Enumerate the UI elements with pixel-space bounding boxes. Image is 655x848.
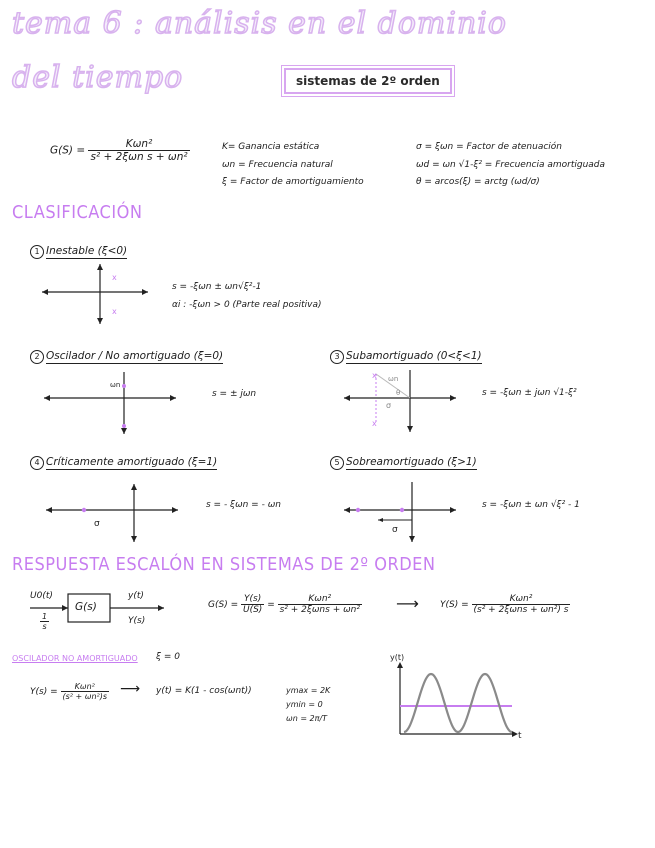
oscillator-ys: [30, 682, 109, 701]
transfer-function: [50, 138, 190, 163]
class-4-title: [30, 456, 217, 470]
input-den: s: [42, 622, 47, 631]
gs-den: s² + 2ξωns + ωn²: [279, 605, 360, 615]
page-title-line2: del tiempo: [12, 60, 184, 95]
class-3-plane: [340, 368, 460, 434]
input-num: 1: [42, 612, 48, 621]
input-laplace: [40, 612, 49, 631]
class-2-number: 2: [30, 350, 44, 364]
arrow-icon: ⟶: [120, 681, 141, 697]
block-label: G(s): [75, 601, 97, 613]
class-3-label: Subamortiguado (0<ξ<1): [346, 350, 482, 362]
plot-xlabel: t: [518, 731, 522, 741]
class-4-plane: [42, 482, 182, 544]
osc-ys-lhs: Y(s) =: [30, 687, 58, 697]
class-1-eq2: αi : -ξωn > 0 (Parte real positiva): [172, 300, 322, 310]
gs-lhs: G(S) =: [208, 600, 239, 610]
gs-response: G(S) = $\frac{Y(s)}{U(S)}$ = $\frac{\text{Kωn²}}{\text{s² + 2ξωns + ωn²}}$: [208, 594, 360, 615]
ratio-num: Y(s): [241, 594, 264, 605]
class-3-number: 3: [330, 350, 344, 364]
arrow-icon: ⟶: [396, 594, 419, 613]
class-5-eq: s = -ξωn ± ωn √ξ² - 1: [482, 500, 580, 510]
class-2-plane: [40, 370, 180, 436]
tf-lhs: G(S) =: [50, 144, 86, 157]
class-1-plane: [40, 262, 150, 326]
class-4-sigma-label: σ: [94, 519, 100, 529]
pole-marker: x: [372, 371, 377, 380]
pole-marker: x: [372, 419, 377, 428]
class-2-label: Oscilador / No amortiguado (ξ=0): [46, 350, 224, 362]
tf-num: Kωn²: [88, 138, 189, 151]
ys-lhs: Y(S) =: [440, 600, 469, 610]
class-3-theta-label: θ: [396, 389, 401, 397]
double-pole: [82, 508, 86, 512]
class-4-number: 4: [30, 456, 44, 470]
response-heading: RESPUESTA ESCALÓN EN SISTEMAS DE 2º ORDEN: [12, 554, 436, 575]
input-label: U0(t): [30, 591, 53, 601]
class-5-label: Sobreamortiguado (ξ>1): [346, 456, 477, 468]
oscillator-yt: y(t) = K(1 - cos(ωnt)): [156, 686, 252, 696]
class-1-eq1: s = -ξωn ± ωn√ξ²-1: [172, 282, 262, 292]
osc-ys-den: (s² + ωn²)s: [62, 692, 108, 701]
plot-ylabel: y(t): [390, 653, 405, 662]
tf-den: s² + 2ξωn s + ωn²: [90, 151, 188, 163]
class-3-title: [330, 350, 482, 364]
oscillator-plot: [390, 652, 530, 744]
class-1-number: 1: [30, 245, 44, 259]
def-sigma: σ = ξωn = Factor de atenuación: [416, 142, 562, 152]
class-2-eq: s = ± jωn: [212, 389, 257, 399]
page-title: tema 6 : análisis en el dominio: [12, 6, 507, 41]
ratio-den: U(S): [243, 605, 263, 615]
class-1-title: [30, 245, 127, 259]
pole-marker: x: [112, 307, 117, 316]
output-label: y(t): [128, 591, 144, 601]
class-4-eq: s = - ξωn = - ωn: [206, 500, 281, 510]
class-3-sigma-label: σ: [386, 401, 392, 410]
oscillator-wn: ωn = 2π/T: [286, 714, 328, 723]
class-5-sigma-label: σ: [392, 525, 398, 535]
class-3-wn-label: ωn: [388, 375, 399, 383]
cosine-response-curve: [404, 674, 512, 732]
def-wn: ωn = Frecuencia natural: [222, 160, 333, 170]
ys-den: (s² + 2ξωns + ωn²) s: [473, 605, 569, 615]
oscillator-ymin: ymin = 0: [286, 700, 323, 709]
ys-num: Kωn²: [472, 594, 571, 605]
class-5-number: 5: [330, 456, 344, 470]
class-1-label: Inestable (ξ<0): [46, 245, 128, 257]
tf-fraction: [88, 138, 189, 163]
pole-1: [356, 508, 360, 512]
class-2-title: [30, 350, 223, 364]
gs-num: Kωn²: [278, 594, 362, 605]
output-laplace: Y(s): [128, 616, 146, 626]
def-theta: θ = arcos(ξ) = arctg (ωd/σ): [416, 177, 540, 187]
class-4-label: Críticamente amortiguado (ξ=1): [46, 456, 218, 468]
subtitle: sistemas de 2º orden: [296, 74, 440, 88]
pole-2: [400, 508, 404, 512]
class-2-wn-label: ωn: [110, 381, 121, 389]
class-5-title: [330, 456, 477, 470]
subtitle-box: [284, 68, 452, 94]
def-k: K= Ganancia estática: [222, 142, 320, 152]
pole-lower: [122, 424, 126, 428]
pole-upper: [122, 384, 126, 388]
osc-ys-num: Kωn²: [61, 682, 110, 692]
classification-heading: CLASIFICACIÓN: [12, 202, 143, 223]
pole-marker: x: [112, 273, 117, 282]
def-xi: ξ = Factor de amortiguamiento: [222, 177, 364, 187]
class-5-plane: [340, 480, 460, 544]
oscillator-xi: ξ = 0: [156, 652, 181, 662]
def-wd: ωd = ωn √1-ξ² = Frecuencia amortiguada: [416, 160, 606, 170]
oscillator-ymax: ymax = 2K: [286, 686, 331, 695]
oscillator-tag: OSCILADOR NO AMORTIGUADO: [12, 654, 138, 663]
ys-response: [440, 594, 570, 615]
class-3-eq: s = -ξωn ± jωn √1-ξ²: [482, 388, 577, 398]
